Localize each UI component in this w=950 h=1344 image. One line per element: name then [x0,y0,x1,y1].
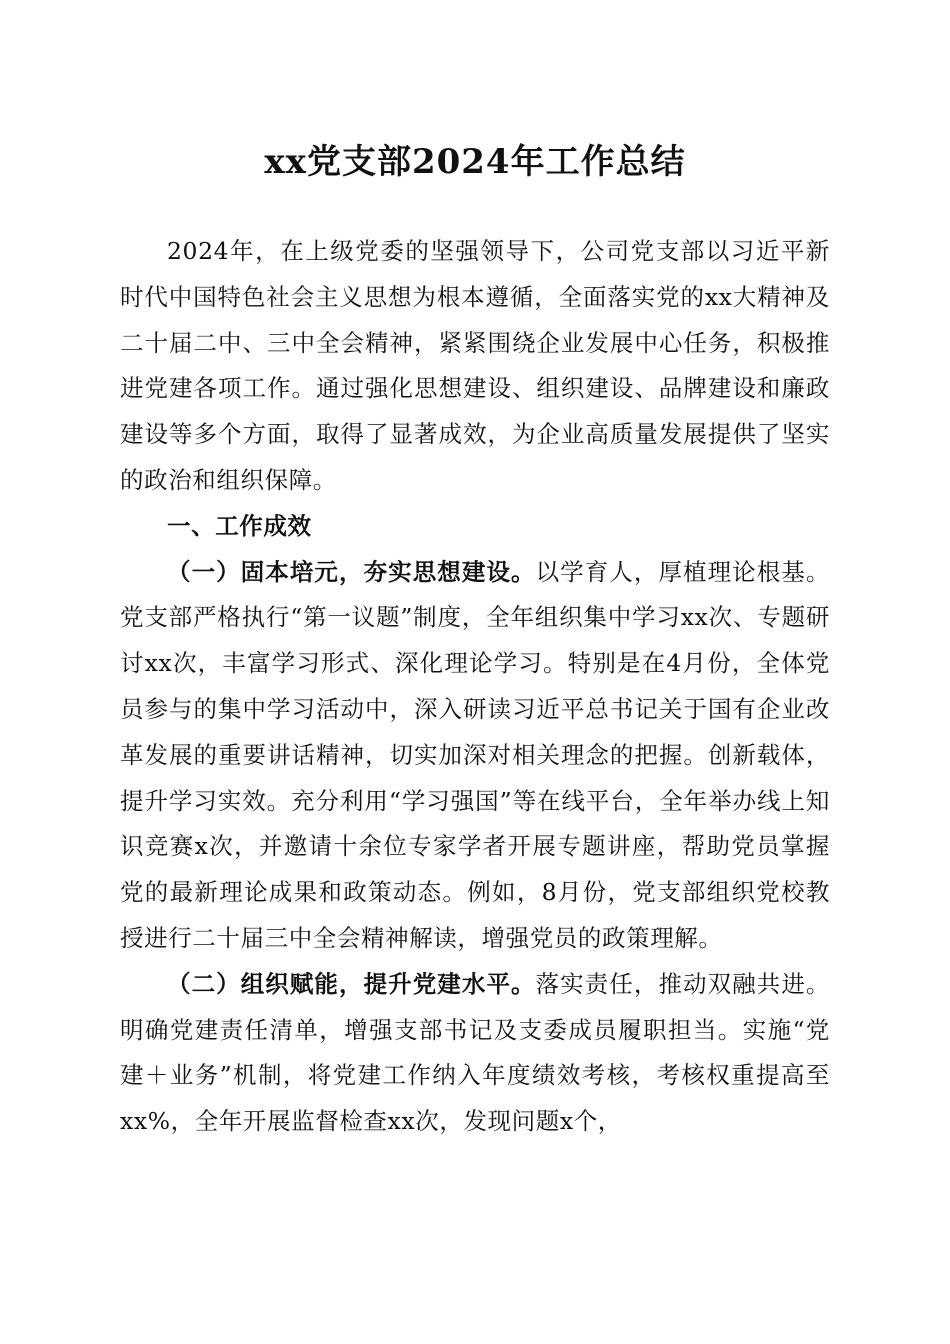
subsection-lead-organizational: （二）组织赋能，提升党建水平。 [167,969,536,998]
intro-paragraph: 2024年，在上级党委的坚强领导下，公司党支部以习近平新时代中国特色社会主义思想为根本遵循，全面落实党的xx大精神及二十届二中、三中全会精神，紧紧围绕企业发展中心任务，积极推进党建各项工作。通过强化思想建设、组织建设、品牌建设和廉政建设等多个方面，取得了显著成效，为企业高质量发展提供了坚实的政治和组织保障。 [120,237,830,494]
subsection-lead-ideological: （一）固本培元，夯实思想建设。 [167,557,536,586]
subsection-paragraph-ideological [120,550,830,962]
subsection-paragraph-organizational [120,962,830,1145]
subsection-body-organizational: 落实责任，推动双融共进。明确党建责任清单，增强支部书记及支委成员履职担当。实施“党建＋业务”机制，将党建工作纳入年度绩效考核，考核权重提高至xx%，全年开展监督检查xx次，发现问题x个， [120,969,830,1136]
section-heading-work-results: 一、工作成效 [167,511,312,540]
document-title: xx党支部2024年工作总结 [264,142,686,182]
subsection-body-ideological: 以学育人，厚植理论根基。党支部严格执行“第一议题”制度，全年组织集中学习xx次、专题研讨xx次，丰富学习形式、深化理论学习。特别是在4月份，全体党员参与的集中学习活动中，深入研读习近平总书记关于国有企业改革发展的重要讲话精神，切实加深对相关理念的把握。创新载体，提升学习实效。充分利用“学习强国”等在线平台，全年举办线上知识竞赛x次，并邀请十余位专家学者开展专题讲座，帮助党员掌握党的最新理论成果和政策动态。例如，8月份，党支部组织党校教授进行二十届三中全会精神解读，增强党员的政策理解。 [120,557,830,952]
document-body [120,229,830,1145]
